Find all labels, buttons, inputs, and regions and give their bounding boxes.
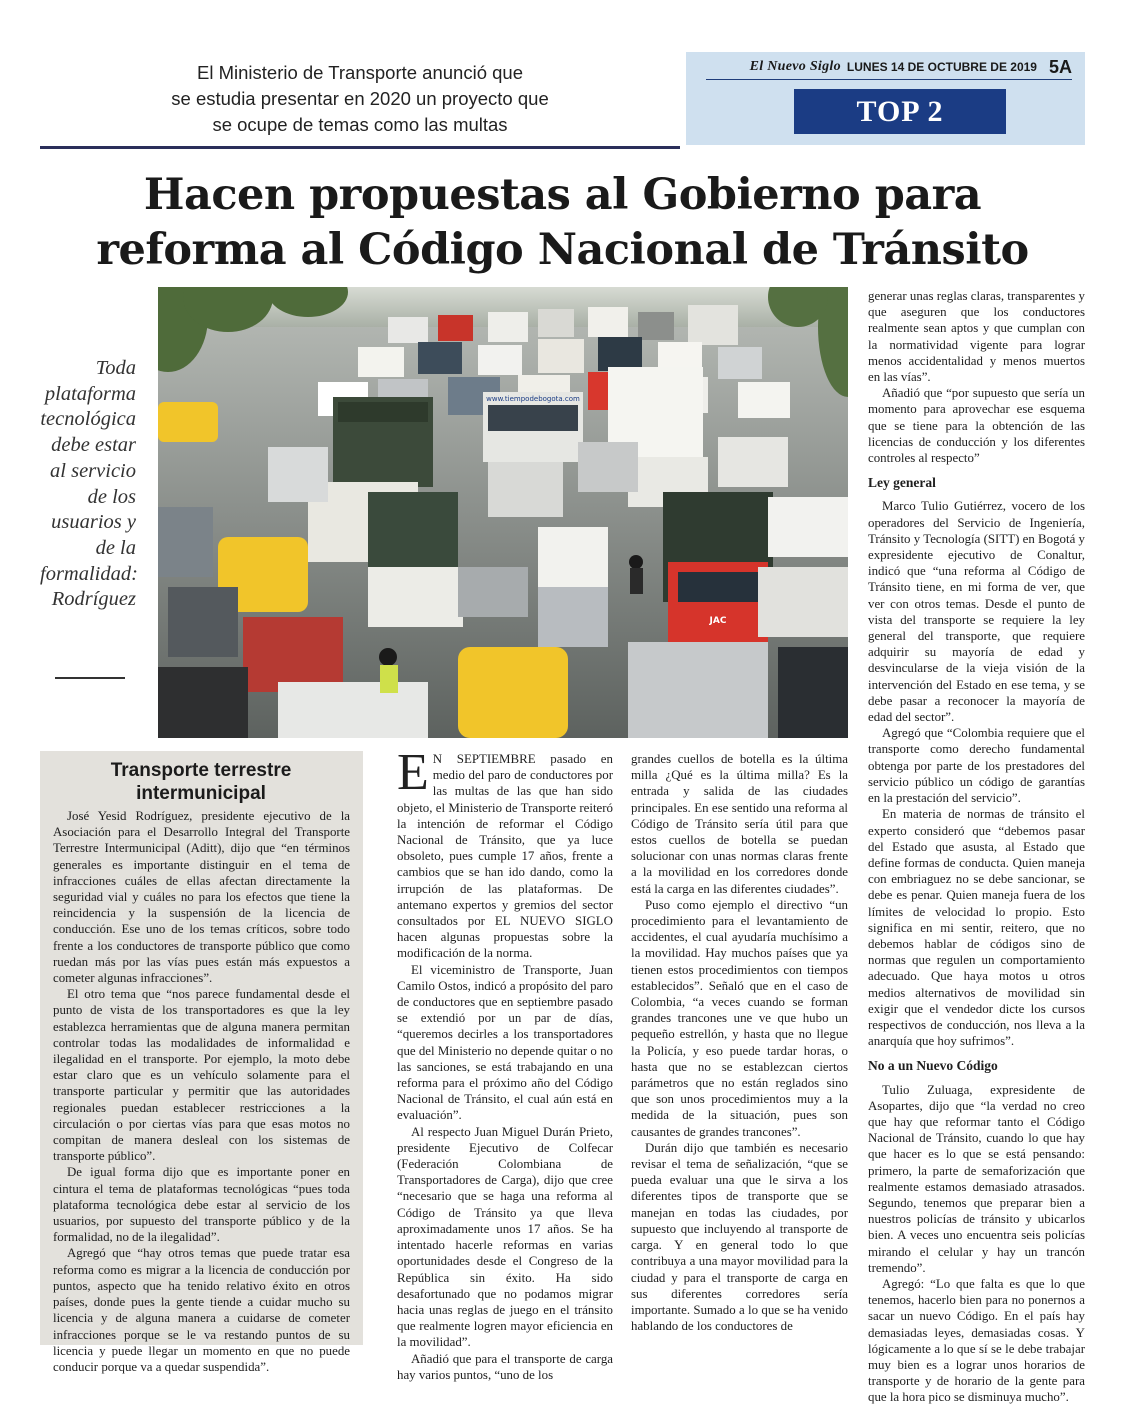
article-paragraph: generar unas reglas claras, transparentes y que aseguren que los conductores realmente sean aptos y que cumplan con la normatividad vigente para lograr menos accidentalidad y menos muertos en las vías”. <box>868 289 1085 385</box>
lead-paragraph <box>397 744 613 962</box>
deck-line: se estudia presentar en 2020 un proyecto que <box>171 88 549 109</box>
traffic-jam-illustration <box>158 287 848 738</box>
sidebar-title: Transporte terrestre intermunicipal <box>110 760 292 804</box>
deck <box>40 58 680 149</box>
article-paragraph: El viceministro de Transporte, Juan Camilo Ostos, indicó a propósito del paro de conductores que en septiembre pasado se extendió por un par de días, “queremos decirles a los transportadores que del Ministerio no depende quitar o no las sanciones, se está trabajando en una reforma para el próximo año del Código Nacional de Tránsito, el cual aún está en evaluación”. <box>397 962 613 1123</box>
section-badge: TOP 2 <box>794 89 1006 134</box>
article-paragraph: Agregó: “Lo que falta es que lo que tenemos, hacerlo bien para no ponernos a sacar un nuevo Código. En el país hay demasiadas leyes, demasiadas cosas. Y lógicamente a lo que sí se le debe trabajar muy bien es a lograr unos horarios de transporte y de horario de la gente para que la hora pico se disminuya mucho”. <box>868 1276 1085 1405</box>
sidebar-paragraph: El otro tema que “nos parece fundamental desde el punto de vista de los transportadores es que la ley establezca herramientas que de alguna manera permitan controlar todas las modalidades de informalidad e ilegalidad en el transporte. Por ejemplo, la moto debe estar claro que es un vehículo solamente para el transporte particular y permitir que las autoridades regionales puedan establecer restricciones a la circulación o por ciertas vías para que esas motos no compitan de manera desleal con los sistemas de transporte público”. <box>53 987 350 1164</box>
issue-date: LUNES 14 DE OCTUBRE DE 2019 <box>846 60 1037 74</box>
newspaper-name: El Nuevo Siglo <box>749 59 841 74</box>
headline-line: Hacen propuestas al Gobierno para <box>143 170 982 220</box>
page-number: 5A <box>1048 56 1072 77</box>
article-column-1 <box>397 744 613 1383</box>
sidebar-body <box>53 808 350 1375</box>
lead-text: pasado en medio del paro de conductores por las multas de las que han sido objeto, el Ministerio de Transporte reiteró la intención de reformar el Código Nacional de Tránsito, que ya luce obsoleto, pues cumple 17 años, frente a cambios que se han ido dando, como la irrupción de las plataformas. De antemano expertos y gremios del sector consultados por EL NUEVO SIGLO hacen algunas propuestas sobre la modificación de la norma. <box>397 752 613 961</box>
sidebar-paragraph: José Yesid Rodríguez, presidente ejecutivo de la Asociación para el Desarrollo Integral del Transporte Terrestre Intermunicipal (Aditt), dijo que “en términos generales es importante distinguir en el tema de infracciones cuáles de ellas afectan directamente la seguridad vial y cuáles no para los efectos que tiene la reincidencia y la suspensión de la licencia de conducción. Ese uno de los temas críticos, sobre todo frente a los conductores de transporte público que como ruedan más por las vías pues están más expuestos a cometer algunas infracciones”. <box>53 809 350 986</box>
article-paragraph: Puso como ejemplo el directivo “un procedimiento para el levantamiento de accidentes, el cual ayudaría muchísimo a la movilidad. Hay muchos países que ya tienen estos procedimientos con tiempos establecidos”. Señaló que en el caso de Colombia, “a veces cuando se forman grandes trancones une ve que hubo un pequeño estrellón, y hasta que no llegue la Policía, y eso puede tardar horas, o hasta que no se establezcan ciertos parámetros que no están reglados sino que son unos procedimientos muy a la medida de la situación, pues son causantes de grandes trancones”. <box>631 897 848 1139</box>
pull-quote-rule <box>55 677 125 679</box>
article-paragraph: grandes cuellos de botella es la última milla ¿Qué es la última milla? Es la entrada y salida de las ciudades principales. En ese sentido una reforma al Código de Tránsito sería útil para que estos cuellos de botella se puedan solucionar con unas normas claras frente a la movilidad en los corredores donde está la carga en las diferentes ciudades”. <box>631 752 848 896</box>
canopy-truck <box>368 492 463 627</box>
drop-cap: E <box>397 744 429 801</box>
article-column-3 <box>868 288 1085 1406</box>
headline <box>40 168 1085 278</box>
sidebar-paragraph: De igual forma dijo que es importante poner en cintura el tema de plataformas tecnológicas “pues toda plataforma tecnológica debe estar al servicio de los usuarios, por supuesto del transporte público y de la formalidad, no de la ilegalidad”. <box>53 1165 350 1245</box>
bus <box>483 392 583 462</box>
article-paragraph: Añadió que para el transporte de carga hay varios puntos, “uno de los <box>397 1351 613 1382</box>
article-paragraph: Al respecto Juan Miguel Durán Prieto, presidente Ejecutivo de Colfecar (Federación Colombiana de Transportadores de Carga), dijo que cree “necesario que se haga una reforma al Código de Tránsito ya que lleva aproximadamente unos 17 años. Se ha intentado hacerle reformas en varias oportunidades desde el Congreso de la República sin éxito. Ha sido desafortunado que no podamos migrar hacia unas reglas de juego en el tránsito que realmente logren mayor eficiencia en la movilidad”. <box>397 1124 613 1350</box>
article-paragraph: Durán dijo que también es necesario revisar el tema de señalización, “que se pueda evaluar una que le sirva a los diferentes tipos de transporte que se manejan en todas las ciudades, por supuesto que incluyendo al transporte de carga. Y en general todo lo que contribuya a una mayor movilidad para la ciudad y para el transporte de carga en sus diferentes corredores sería importante. Sumado a lo que se ha venido hablando de los conductores de <box>631 1140 848 1334</box>
masthead <box>706 55 1072 80</box>
article-column-2 <box>631 751 848 1334</box>
sidebar-paragraph: Agregó que “hay otros temas que puede tratar esa reforma como es migrar a la licencia de conducción por puntos, aspecto que ha tenido relativo éxito en otros países, donde pues la gente tiende a cuidar mucho su licencia y de alguna manera a cuidarse de cometer infracciones porque se le va restando puntos de su licencia y puede llegar un momento en que no puede conducir porque va a quedar suspendida”. <box>53 1246 350 1374</box>
headline-line: reforma al Código Nacional de Tránsito <box>96 225 1029 275</box>
deck-text <box>40 58 680 138</box>
article-paragraph: Tulio Zuluaga, expresidente de Asopartes, dijo que “la verdad no creo que hay que reformar tanto el Código Nacional de Tránsito, cuando lo que hay que hacer es lo que se está pensando: primero, la parte de semaforización que realmente estamos demasiado atrasados. Segundo, tenemos que preparar bien a nuestros policías de tránsito y ubicarlos bien. A veces uno encuentra seis policías mirando el celular y hay un trancón tremendo”. <box>868 1082 1085 1275</box>
subheading-no-a-un-nuevo-codigo: No a un Nuevo Código <box>868 1058 998 1074</box>
article-paragraph: Añadió que “por supuesto que sería un momento para aprovechar ese esquema que se tiene para la obtención de las licencias de conducción y los diferentes controles al respecto” <box>868 386 1085 466</box>
covered-truck-right <box>663 492 773 652</box>
article-paragraph: Marco Tulio Gutiérrez, vocero de los operadores del Servicio de Ingeniería, Tránsito y Tecnología (SITT) en Bogotá y expresidente ejecutivo de Conaltur, indicó que “una reforma al Código de Tránsito tiene, en mi forma de ver, que ver con otros temas. Desde el punto de vista del transporte se requiere la ley general del transporte, que requiere adquirir su mayoría de edad y desvincularse de la vieja visión de la intervención del Estado en ese tema, y se debe pasar a reconocer la mayoría de edad del sector”. <box>868 499 1085 725</box>
truck-sign: JAC <box>709 616 727 626</box>
pull-quote: Toda plataforma tecnológica debe estar al servicio de los usuarios y de la formalidad: Rodríguez <box>40 357 138 611</box>
traffic-photo <box>158 287 848 738</box>
subheading-ley-general: Ley general <box>868 475 936 491</box>
lead-caps: N SEPTIEMBRE <box>432 752 536 766</box>
bus-sign: www.tiempodebogota.com <box>486 395 580 403</box>
article-paragraph: Agregó que “Colombia requiere que el transporte como derecho fundamental obtenga por parte de los prestadores del servicio público un código de garantías en la prestación del servicio”. <box>868 726 1085 806</box>
article-paragraph: En materia de normas de tránsito el experto consideró que “debemos pasar del Estado que asusta, al Estado que define formas de conducta. Quien maneja con embriaguez no se debe sancionar, se debe es penar. Quien maneja fuera de los límites de velocidad lo propio. Esto significa en mi sentir, reitero, que no debemos hablar de códigos sino de normas que regulen un comportamiento adecuado. Que haya motos u otros medios alternativos de movilidad sin exigir que el vendedor dicte los cursos respectivos de conducción, nos lleva a la anarquía que hoy sufrimos”. <box>868 807 1085 1049</box>
deck-line: se ocupe de temas como las multas <box>212 114 508 135</box>
deck-line: El Ministerio de Transporte anunció que <box>197 62 523 83</box>
